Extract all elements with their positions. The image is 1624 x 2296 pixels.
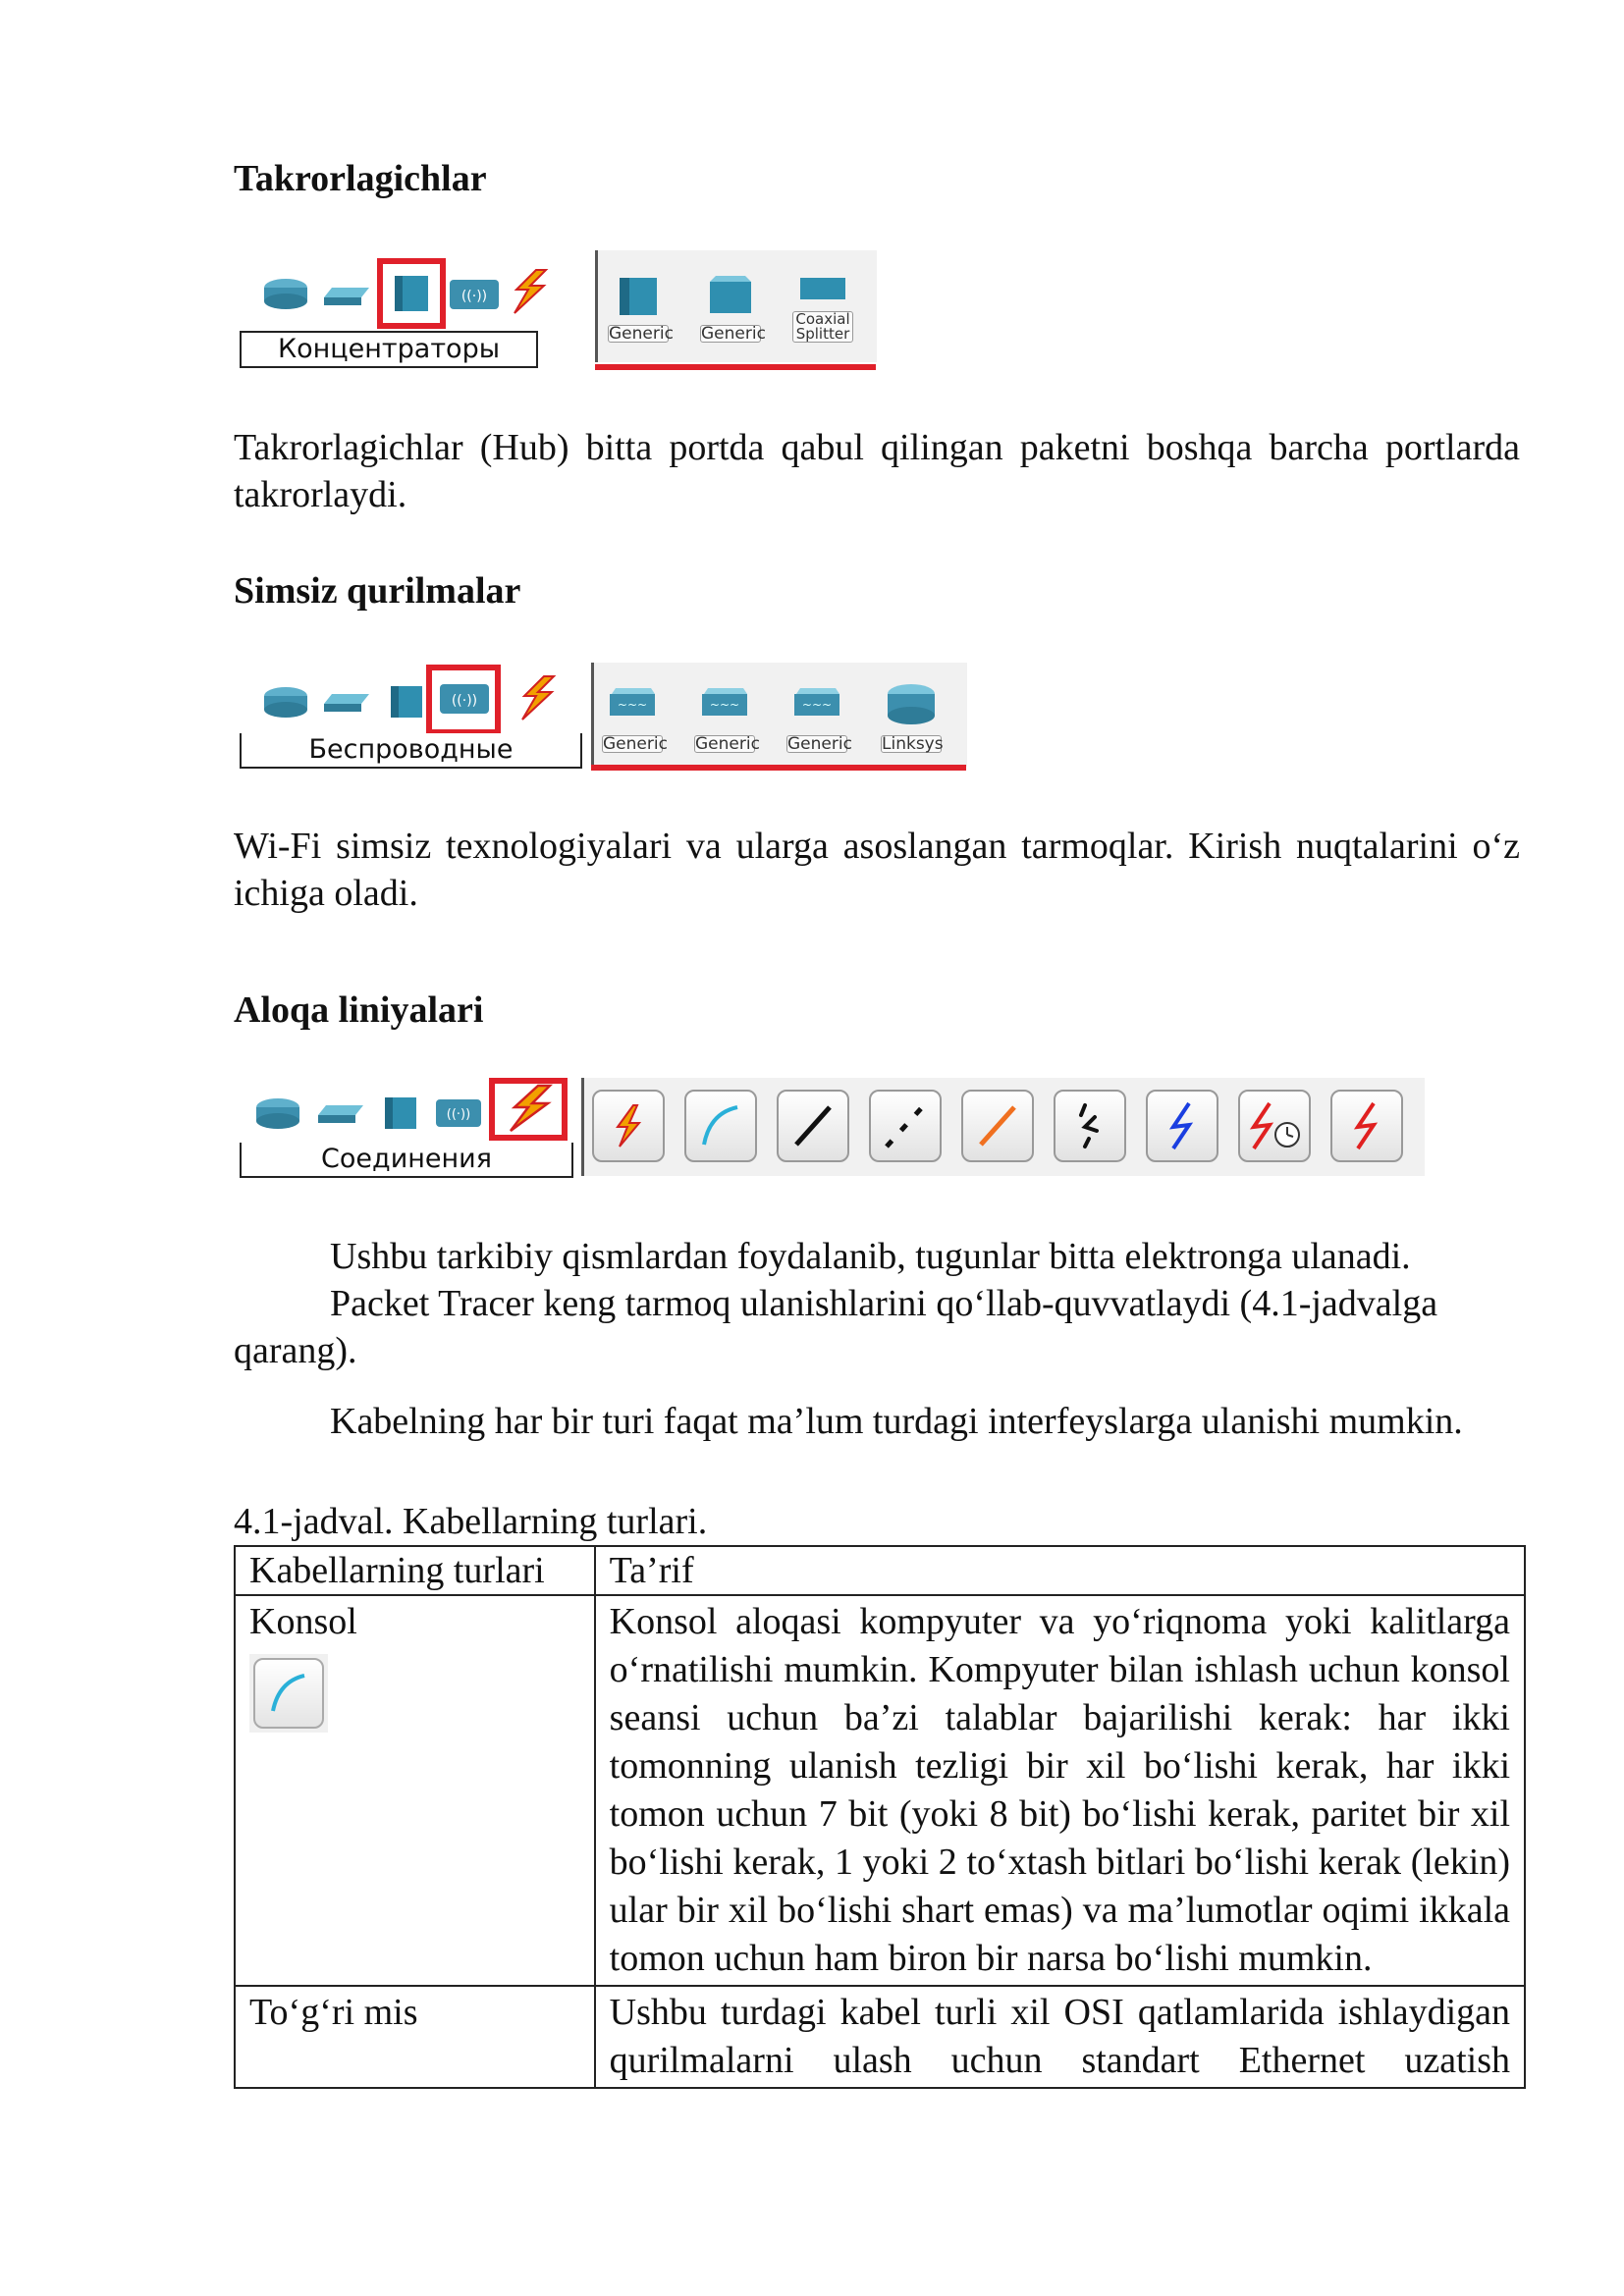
svg-text:~~~: ~~~ — [801, 698, 833, 712]
hub-icon[interactable] — [387, 682, 426, 721]
palette-label-wireless: Беспроводные — [240, 733, 582, 769]
cable-button-console[interactable] — [684, 1090, 757, 1162]
wireless-icon[interactable] — [434, 1095, 483, 1131]
cable-button-straight[interactable] — [777, 1090, 849, 1162]
splitter-icon — [792, 272, 853, 305]
table-cell-desc: Konsol aloqasi kompyuter va yo‘riqnoma yoki kalitlarga o‘rnatilishi mumkin. Kompyuter bilan ishlash uchun konsol seansi uchun ba’zi talablar bajarilishi kerak: har ikki tomonning ulanish tezligi bir xil bo‘lishi kerak, har ikki tomon uchun 7 bit (yoki 8 bit) bo‘lishi kerak, paritet bir xil bo‘lishi kerak, 1 yoki 2 to‘xtash bitlari bo‘lishi kerak (lekin) ular bir xil bo‘lishi shart emas) va ma’lumotlar oqimi ikkala tomon uchun ham biron bir narsa bo‘lishi mumkin. — [595, 1595, 1525, 1986]
heading-links: Aloqa liniyalari — [234, 989, 484, 1031]
table-header-row — [235, 1546, 1525, 1595]
device-generic-ap-2[interactable] — [694, 682, 760, 754]
access-point-icon — [602, 682, 663, 725]
svg-text:((·)): ((·)) — [451, 693, 478, 709]
svg-text:((·)): ((·)) — [460, 289, 488, 304]
device-linksys[interactable] — [881, 676, 942, 753]
links-palette — [240, 1078, 1428, 1186]
table-row — [235, 1595, 1525, 1986]
console-cable-icon — [255, 1660, 322, 1727]
device-generic-ap-1[interactable] — [602, 682, 668, 754]
cable-button-serial-dce[interactable] — [1238, 1090, 1311, 1162]
table-caption: 4.1-jadval. Kabellarning turlari. — [234, 1501, 708, 1542]
wireless-icon[interactable] — [448, 276, 501, 313]
hub-icon[interactable] — [381, 1094, 420, 1133]
device-generic-hub-1[interactable] — [608, 272, 674, 344]
hub-description: Takrorlagichlar (Hub) bitta portda qabul qilingan paketni boshqa barcha portlarda takrorlaydi. — [234, 427, 1520, 515]
wireless-icon[interactable] — [438, 680, 491, 718]
cable-button-serial-dte[interactable] — [1330, 1090, 1403, 1162]
svg-text:~~~: ~~~ — [709, 698, 740, 712]
phone-cable-icon — [1056, 1092, 1124, 1160]
device-caption: Generic — [701, 324, 766, 344]
cable-panel — [581, 1078, 1425, 1176]
wireless-device-panel — [591, 663, 967, 767]
device-generic-hub-2[interactable] — [700, 272, 766, 344]
device-caption: Generic — [695, 734, 760, 754]
console-cable-icon — [686, 1092, 755, 1160]
table-cell-type — [235, 1595, 595, 1986]
heading-wireless: Simsiz qurilmalar — [234, 570, 521, 612]
switch-icon[interactable] — [324, 286, 369, 307]
links-paragraph-1: Ushbu tarkibiy qismlardan foydalanib, tugunlar bitta elektronga ulanadi. — [330, 1236, 1411, 1277]
table-row — [235, 1986, 1525, 2088]
device-caption: Generic — [787, 734, 852, 754]
switch-icon[interactable] — [324, 692, 369, 714]
cable-button-phone[interactable] — [1054, 1090, 1126, 1162]
device-caption: Linksys — [882, 734, 944, 754]
straight-cable-icon — [779, 1092, 847, 1160]
cable-button-auto[interactable] — [592, 1090, 665, 1162]
hub-icon[interactable] — [391, 272, 432, 315]
hub-icon — [700, 272, 761, 321]
palette-label-hubs: Концентраторы — [240, 331, 538, 368]
access-point-icon — [786, 682, 847, 725]
connection-icon[interactable] — [503, 1084, 554, 1133]
device-generic-ap-3[interactable] — [786, 682, 852, 754]
cable-button-crossover[interactable] — [869, 1090, 942, 1162]
svg-text:~~~: ~~~ — [617, 698, 648, 712]
router-icon[interactable] — [253, 1095, 302, 1131]
device-caption: Generic — [603, 734, 668, 754]
switch-icon[interactable] — [318, 1103, 363, 1125]
panel-underline — [595, 364, 876, 370]
wireless-description: Wi-Fi simsiz texnologiyalari va ularga asoslangan tarmoqlar. Kirish nuqtalarini o‘z ichiga oladi. — [234, 826, 1520, 914]
palette-label-connections: Соединения — [240, 1143, 573, 1178]
hub-device-panel — [595, 250, 877, 362]
links-paragraph-2: Packet Tracer keng tarmoq ulanishlarini qo‘llab-quvvatlaydi (4.1-jadvalga qarang). — [234, 1283, 1438, 1371]
coaxial-cable-icon — [1148, 1092, 1217, 1160]
device-coaxial-splitter[interactable] — [792, 272, 853, 343]
cable-button-fiber[interactable] — [961, 1090, 1034, 1162]
links-paragraph-3: Kabelning har bir turi faqat ma’lum turdagi interfeyslarga ulanishi mumkin. — [330, 1401, 1463, 1442]
console-cable-thumbnail — [249, 1654, 328, 1733]
serial-dte-icon — [1332, 1092, 1401, 1160]
connection-icon[interactable] — [514, 674, 558, 721]
cable-types-table — [234, 1545, 1526, 2089]
device-caption: Coaxial Splitter — [792, 311, 853, 343]
router-icon[interactable] — [261, 276, 310, 311]
wireless-router-icon — [881, 676, 942, 731]
svg-text:((·)): ((·)) — [446, 1107, 471, 1122]
table-header-cell: Kabellarning turlari — [235, 1546, 595, 1595]
device-caption: Generic — [609, 324, 674, 344]
heading-hub: Takrorlagichlar — [234, 158, 487, 199]
crossover-cable-icon — [871, 1092, 940, 1160]
hub-palette — [240, 250, 878, 378]
cable-button-coaxial[interactable] — [1146, 1090, 1218, 1162]
table-header-cell: Ta’rif — [595, 1546, 1525, 1595]
router-icon[interactable] — [261, 684, 310, 720]
connection-icon[interactable] — [507, 268, 550, 315]
wireless-palette — [240, 663, 971, 778]
access-point-icon — [694, 682, 755, 725]
hub-icon — [608, 272, 669, 321]
table-cell-type: To‘g‘ri mis — [235, 1986, 595, 2088]
panel-underline — [591, 765, 966, 771]
auto-cable-icon — [594, 1092, 663, 1160]
fiber-cable-icon — [963, 1092, 1032, 1160]
cable-type-name: Konsol — [249, 1601, 357, 1642]
serial-dce-icon — [1240, 1092, 1309, 1160]
table-cell-desc: Ushbu turdagi kabel turli xil OSI qatlamlarida ishlaydigan qurilmalarni ulash uchun standart Ethernet uzatish — [595, 1986, 1525, 2088]
